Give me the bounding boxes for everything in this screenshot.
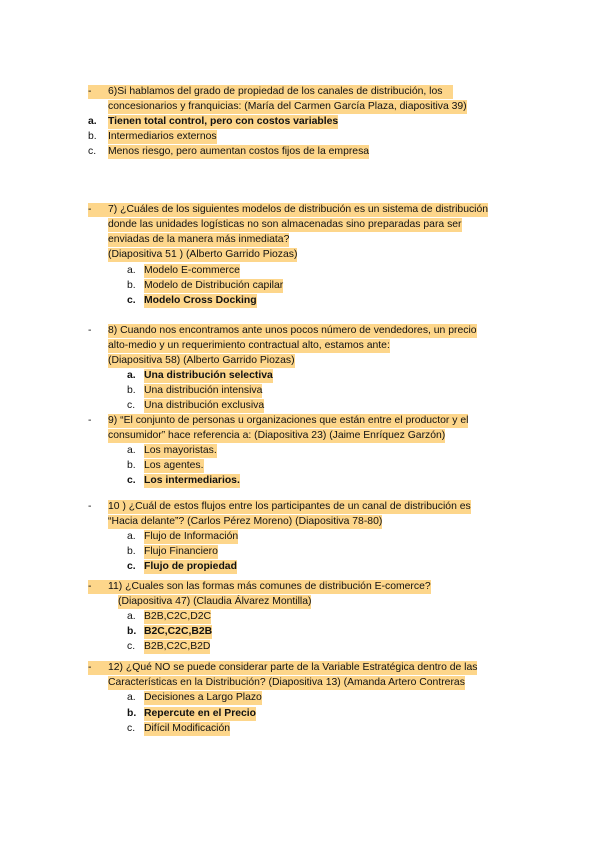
option-correct: Repercute en el Precio xyxy=(144,708,257,719)
question-dash: - xyxy=(88,203,108,217)
question-text-line: 11) ¿Cuales son las formas más comunes de distribución E-comerce? xyxy=(108,581,431,592)
option: Flujo de Información xyxy=(144,531,239,542)
question-text-line: Características en la Distribución? (Diapositiva 13) (Amanda Artero Contreras xyxy=(108,677,465,688)
question-text-line: 7) ¿Cuáles de los siguientes modelos de distribución es un sistema de distribución xyxy=(108,204,489,215)
option-marker: a. xyxy=(127,265,136,276)
question-text-line: (Diapositiva 51 ) (Alberto Garrido Piozas) xyxy=(108,249,298,260)
option: Una distribución intensiva xyxy=(144,385,263,396)
question-text-line: “Hacia delante”? (Carlos Pérez Moreno) (Diapositiva 78-80) xyxy=(108,516,383,527)
option-correct: Tienen total control, pero con costos variables xyxy=(108,116,339,127)
question-dash: - xyxy=(88,501,92,512)
option-marker: a. xyxy=(127,445,136,456)
option: B2B,C2C,B2D xyxy=(144,641,211,652)
question-dash: - xyxy=(88,580,108,594)
option-marker: c. xyxy=(127,723,136,734)
option-marker: b. xyxy=(127,385,136,396)
question-text-line: 8) Cuando nos encontramos ante unos pocos número de vendedores, un precio xyxy=(108,325,477,336)
question-text-line: 6)Si hablamos del grado de propiedad de los canales de distribución, los xyxy=(108,86,443,97)
question-text-line: enviadas de la manera más inmediata? xyxy=(108,234,290,245)
question-dash: - xyxy=(88,85,453,99)
option-correct: Una distribución selectiva xyxy=(144,370,273,381)
option-marker: b. xyxy=(127,546,136,557)
question-text-line: 9) “El conjunto de personas u organizaciones que están entre el productor y el xyxy=(108,415,469,426)
option-marker: c. xyxy=(127,475,136,486)
question-text-line: 10 ) ¿Cuál de estos flujos entre los participantes de un canal de distribución es xyxy=(108,501,471,512)
option-marker: c. xyxy=(127,400,136,411)
option: Decisiones a Largo Plazo xyxy=(144,692,262,703)
option-marker: c. xyxy=(127,295,136,306)
option-correct: B2C,C2C,B2B xyxy=(144,626,213,637)
option-correct: Los intermediarios. xyxy=(144,475,240,486)
option-marker: a. xyxy=(127,531,136,542)
question-dash: - xyxy=(88,661,108,675)
option-marker: b. xyxy=(127,626,137,637)
option: Intermediarios externos xyxy=(108,131,217,142)
option: Los mayoristas. xyxy=(144,445,217,456)
option-marker: c. xyxy=(88,146,97,157)
option-marker: c. xyxy=(127,561,136,572)
option: B2B,C2C,D2C xyxy=(144,611,211,622)
option-marker: a. xyxy=(88,116,97,127)
question-text-line: 12) ¿Qué NO se puede considerar parte de la Variable Estratégica dentro de las xyxy=(108,662,478,673)
option-marker: b. xyxy=(127,280,136,291)
option-marker: a. xyxy=(127,611,136,622)
question-text-line: concesionarios y franquicias: (María del Carmen García Plaza, diapositiva 39) xyxy=(108,101,467,112)
option-marker: a. xyxy=(127,692,136,703)
question-dash: - xyxy=(88,325,92,336)
question-text-line: consumidor” hace referencia a: (Diapositiva 23) (Jaime Enríquez Garzón) xyxy=(108,430,446,441)
option: Modelo E-commerce xyxy=(144,265,240,276)
option: Modelo de Distribución capilar xyxy=(144,280,284,291)
question-dash: - xyxy=(88,415,92,426)
option: Flujo Financiero xyxy=(144,546,218,557)
question-text-line: donde las unidades logísticas no son almacenadas sino preparadas para ser xyxy=(108,219,462,230)
option: Menos riesgo, pero aumentan costos fijos de la empresa xyxy=(108,146,370,157)
question-text-line: (Diapositiva 58) (Alberto Garrido Piozas) xyxy=(108,355,295,366)
option-marker: a. xyxy=(127,370,136,381)
option-marker: b. xyxy=(88,131,97,142)
option-marker: b. xyxy=(127,460,136,471)
option-correct: Flujo de propiedad xyxy=(144,561,237,572)
option-marker: b. xyxy=(127,708,137,719)
question-text-line: (Diapositiva 47) (Claudia Álvarez Montilla) xyxy=(118,596,312,607)
question-text-line: alto-medio y un requerimiento contractual alto, estamos ante: xyxy=(108,340,390,351)
option: Los agentes. xyxy=(144,460,204,471)
option-marker: c. xyxy=(127,641,136,652)
option: Una distribución exclusiva xyxy=(144,400,265,411)
option: Difícil Modificación xyxy=(144,723,231,734)
option-correct: Modelo Cross Docking xyxy=(144,295,257,306)
